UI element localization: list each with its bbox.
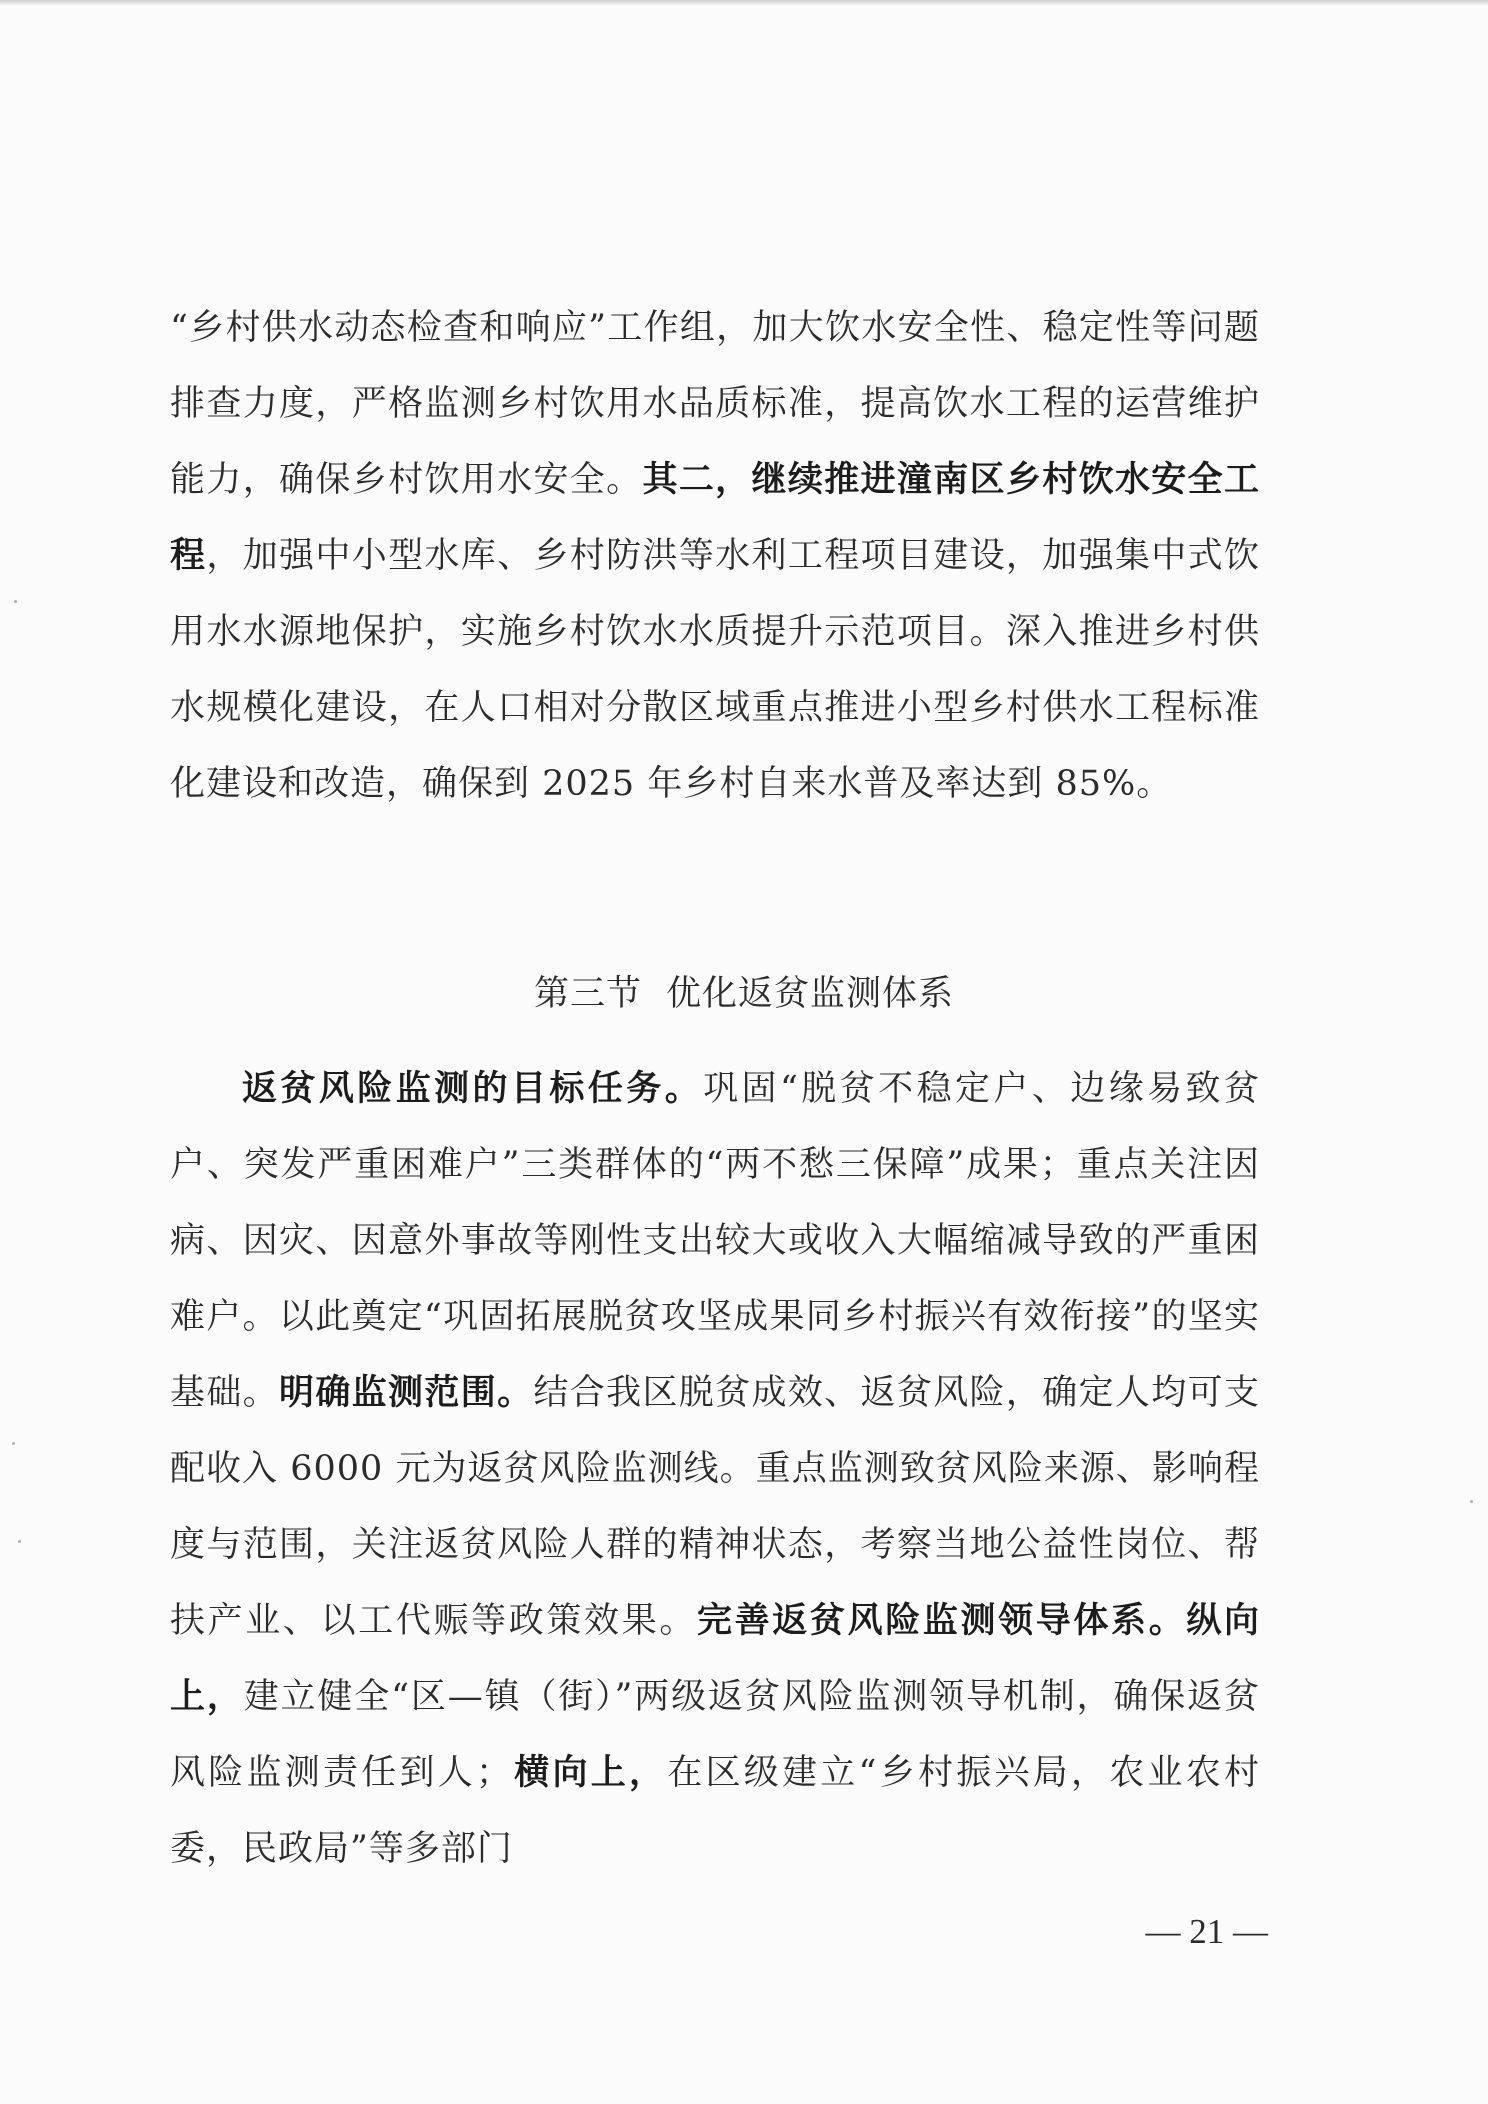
scan-speck xyxy=(12,1442,15,1445)
bold-run: 明确监测范围。 xyxy=(279,1372,534,1413)
text-run: 在区级建立“乡村振兴局，农业农村委，民政局”等多部门 xyxy=(170,1753,1260,1869)
text-run: 建立健全“区—镇（街）”两级返贫风险监测领导机制，确保返贫风险监测责任到人； xyxy=(170,1677,1260,1793)
section-title: 优化返贫监测体系 xyxy=(666,974,955,1014)
bold-run: 完善返贫风险监测领导体系。纵向上， xyxy=(170,1600,1260,1717)
text-run: “乡村供水动态检查和响应”工作组，加大饮水安全性、稳定性等问题排查力度，严格监测乡村饮用水品质标准，提高饮水工程的运营维护能力，确保乡村饮用水安全。 xyxy=(170,308,1260,500)
section-number: 第三节 xyxy=(533,974,642,1014)
scan-speck xyxy=(1470,1500,1473,1503)
scan-speck xyxy=(18,1540,21,1543)
page-number: — 21 — xyxy=(1145,1912,1268,1951)
text-run: ，加强中小型水库、乡村防洪等水利工程项目建设，加强集中式饮用水水源地保护，实施乡村饮水水质提升示范项目。深入推进乡村供水规模化建设，在人口相对分散区域重点推进小型乡村供水工程标准化建设和改造，确保到 2025 年乡村自来水普及率达到 85%。 xyxy=(170,536,1260,804)
bold-run: 返贫风险监测的目标任务。 xyxy=(242,1068,704,1109)
text-run: 巩固“脱贫不稳定户、边缘易致贫户、突发严重困难户”三类群体的“两不愁三保障”成果；重点关注因病、因灾、因意外事故等刚性支出较大或收入大幅缩减导致的严重困难户。以此奠定“巩固拓展脱贫攻坚成果同乡村振兴有效衔接”的坚实基础。 xyxy=(170,1069,1260,1413)
text-run: 结合我区脱贫成效、返贫风险，确定人均可支配收入 6000 元为返贫风险监测线。重点监测致贫风险来源、影响程度与范围，关注返贫风险人群的精神状态，考察当地公益性岗位、帮扶产业、以工代赈等政策效果。 xyxy=(170,1373,1260,1641)
scan-top-edge xyxy=(0,0,1488,6)
paragraph-poverty-monitoring xyxy=(170,1051,1260,1887)
bold-run: 横向上， xyxy=(512,1752,668,1793)
bold-run: 其二，继续推进潼南区乡村饮水安全工程 xyxy=(170,459,1260,576)
paragraph-water-safety xyxy=(170,290,1260,822)
scan-speck xyxy=(14,600,17,603)
section-heading xyxy=(0,966,1488,1016)
